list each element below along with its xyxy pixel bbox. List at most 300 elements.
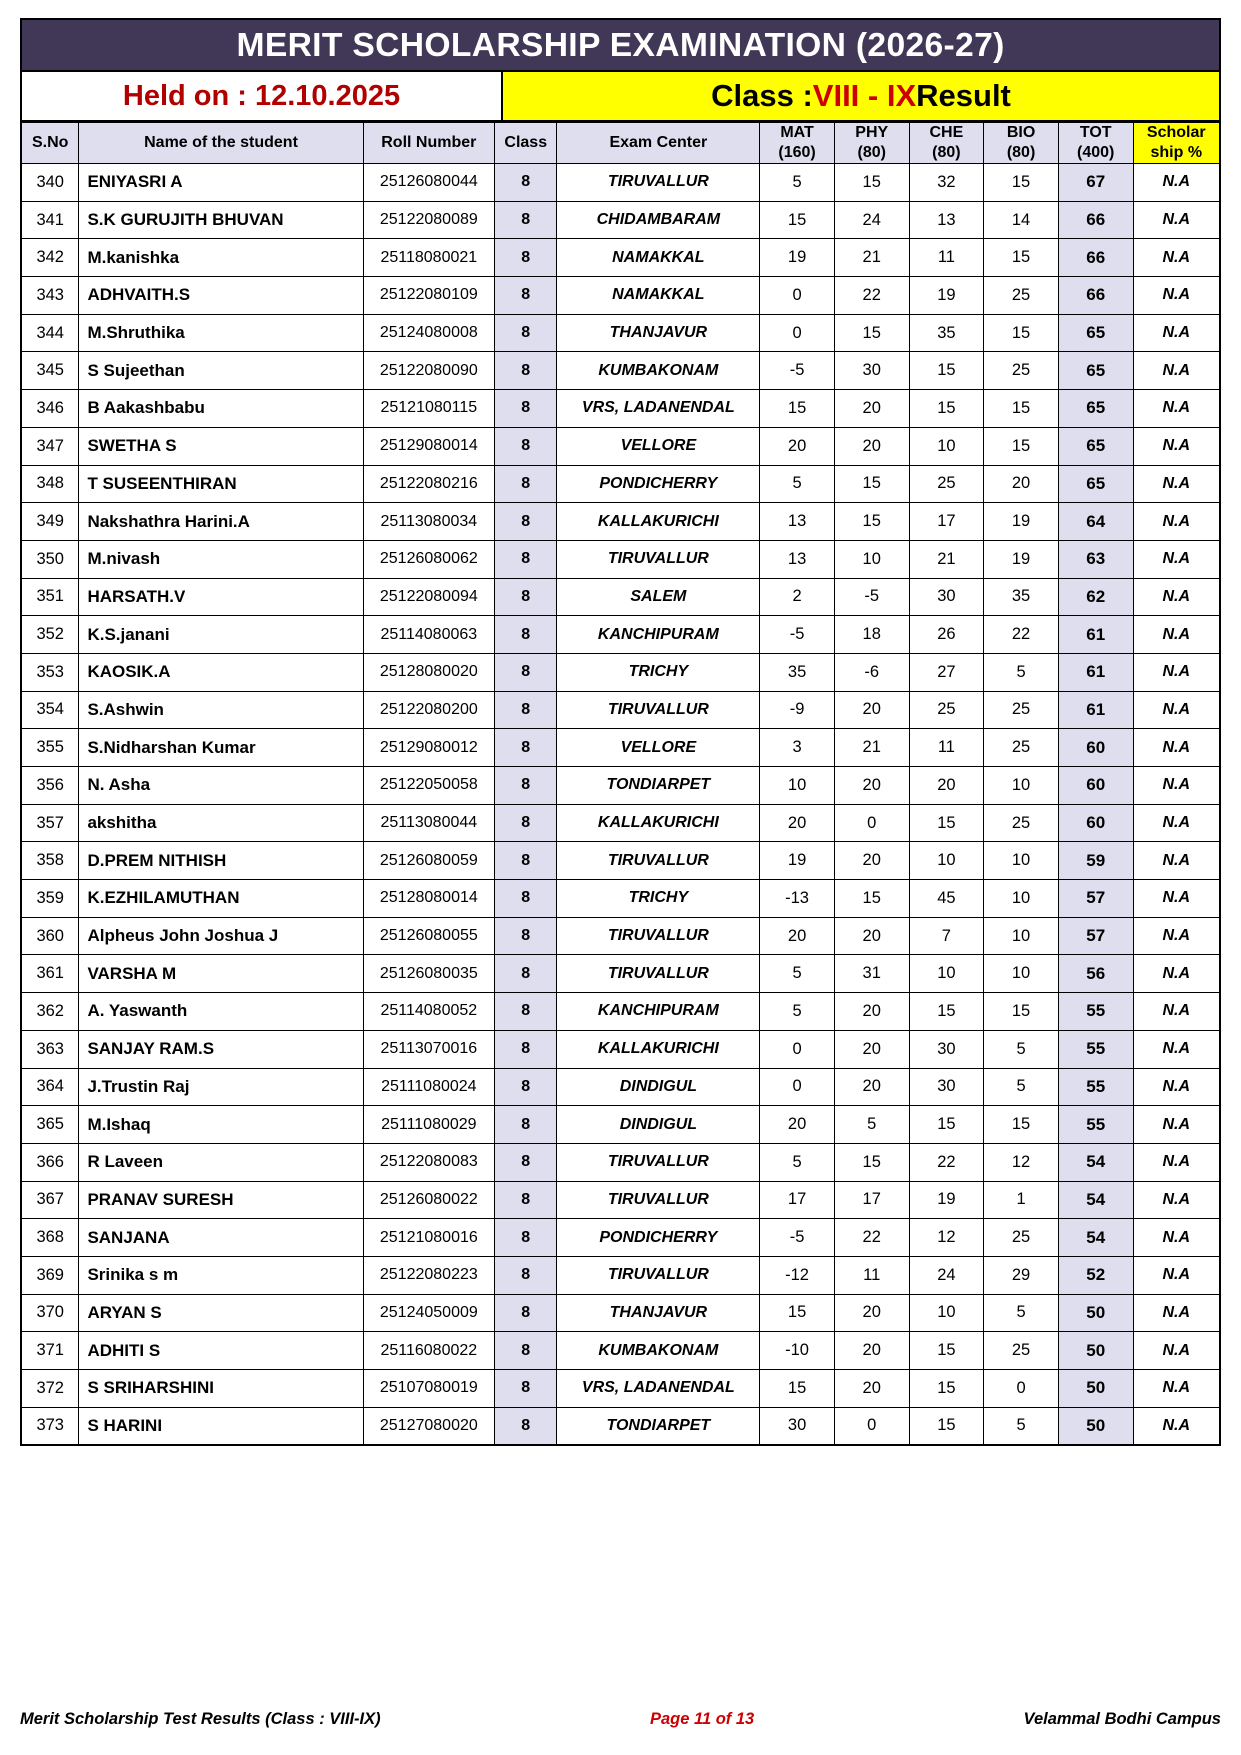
mark-mat: 19 bbox=[760, 239, 835, 277]
student-roll-number: 25126080044 bbox=[363, 164, 494, 202]
student-name: KAOSIK.A bbox=[79, 653, 363, 691]
student-class: 8 bbox=[495, 691, 557, 729]
mark-phy: 15 bbox=[834, 1143, 909, 1181]
mark-bio: 5 bbox=[984, 1068, 1059, 1106]
student-serial-number: 354 bbox=[21, 691, 79, 729]
student-class: 8 bbox=[495, 314, 557, 352]
scholarship-percent: N.A bbox=[1133, 804, 1220, 842]
col-header-phy bbox=[834, 123, 909, 164]
mark-phy: 17 bbox=[834, 1181, 909, 1219]
exam-center: TRICHY bbox=[557, 653, 760, 691]
mark-mat: -5 bbox=[760, 616, 835, 654]
exam-center: TIRUVALLUR bbox=[557, 164, 760, 202]
student-roll-number: 25124080008 bbox=[363, 314, 494, 352]
col-header-che-max: (80) bbox=[932, 144, 961, 161]
exam-center: KANCHIPURAM bbox=[557, 616, 760, 654]
mark-mat: 30 bbox=[760, 1407, 835, 1445]
student-class: 8 bbox=[495, 616, 557, 654]
col-header-mat-label: MAT bbox=[780, 124, 814, 141]
mark-bio: 25 bbox=[984, 729, 1059, 767]
mark-phy: 20 bbox=[834, 1332, 909, 1370]
mark-mat: -5 bbox=[760, 1219, 835, 1257]
student-roll-number: 25107080019 bbox=[363, 1370, 494, 1408]
table-row bbox=[21, 1030, 1220, 1068]
mark-total: 55 bbox=[1058, 1030, 1133, 1068]
student-serial-number: 371 bbox=[21, 1332, 79, 1370]
mark-che: 15 bbox=[909, 1106, 984, 1144]
class-label-suffix: Result bbox=[916, 78, 1011, 113]
student-serial-number: 350 bbox=[21, 540, 79, 578]
student-name: M.nivash bbox=[79, 540, 363, 578]
mark-phy: 20 bbox=[834, 842, 909, 880]
mark-che: 10 bbox=[909, 955, 984, 993]
student-name: M.Shruthika bbox=[79, 314, 363, 352]
mark-che: 12 bbox=[909, 1219, 984, 1257]
student-serial-number: 353 bbox=[21, 653, 79, 691]
mark-mat: 3 bbox=[760, 729, 835, 767]
mark-mat: 0 bbox=[760, 1030, 835, 1068]
mark-mat: 10 bbox=[760, 767, 835, 805]
mark-phy: 20 bbox=[834, 767, 909, 805]
student-name: B Aakashbabu bbox=[79, 390, 363, 428]
student-class: 8 bbox=[495, 1256, 557, 1294]
scholarship-percent: N.A bbox=[1133, 164, 1220, 202]
held-on-cell bbox=[22, 72, 503, 120]
exam-center: TIRUVALLUR bbox=[557, 955, 760, 993]
student-class: 8 bbox=[495, 503, 557, 541]
mark-phy: 18 bbox=[834, 616, 909, 654]
exam-center: KUMBAKONAM bbox=[557, 1332, 760, 1370]
mark-bio: 19 bbox=[984, 503, 1059, 541]
mark-phy: 15 bbox=[834, 164, 909, 202]
mark-total: 54 bbox=[1058, 1143, 1133, 1181]
scholarship-percent: N.A bbox=[1133, 314, 1220, 352]
mark-bio: 25 bbox=[984, 804, 1059, 842]
scholarship-percent: N.A bbox=[1133, 1181, 1220, 1219]
mark-phy: 22 bbox=[834, 1219, 909, 1257]
table-row bbox=[21, 767, 1220, 805]
scholarship-percent: N.A bbox=[1133, 729, 1220, 767]
mark-che: 20 bbox=[909, 767, 984, 805]
mark-phy: 21 bbox=[834, 729, 909, 767]
mark-che: 11 bbox=[909, 729, 984, 767]
student-roll-number: 25126080022 bbox=[363, 1181, 494, 1219]
mark-phy: 15 bbox=[834, 880, 909, 918]
mark-phy: 20 bbox=[834, 691, 909, 729]
student-roll-number: 25122080089 bbox=[363, 201, 494, 239]
scholarship-percent: N.A bbox=[1133, 917, 1220, 955]
student-serial-number: 372 bbox=[21, 1370, 79, 1408]
mark-phy: 11 bbox=[834, 1256, 909, 1294]
mark-che: 30 bbox=[909, 578, 984, 616]
exam-center: TRICHY bbox=[557, 880, 760, 918]
mark-phy: 20 bbox=[834, 390, 909, 428]
mark-mat: -13 bbox=[760, 880, 835, 918]
table-row bbox=[21, 390, 1220, 428]
table-row bbox=[21, 503, 1220, 541]
exam-center: KALLAKURICHI bbox=[557, 804, 760, 842]
student-class: 8 bbox=[495, 1407, 557, 1445]
student-name: ADHITI S bbox=[79, 1332, 363, 1370]
student-serial-number: 349 bbox=[21, 503, 79, 541]
mark-bio: 22 bbox=[984, 616, 1059, 654]
student-class: 8 bbox=[495, 578, 557, 616]
mark-mat: 15 bbox=[760, 1370, 835, 1408]
student-class: 8 bbox=[495, 427, 557, 465]
mark-phy: 5 bbox=[834, 1106, 909, 1144]
student-roll-number: 25121080115 bbox=[363, 390, 494, 428]
mark-che: 22 bbox=[909, 1143, 984, 1181]
student-serial-number: 362 bbox=[21, 993, 79, 1031]
table-row bbox=[21, 465, 1220, 503]
mark-bio: 0 bbox=[984, 1370, 1059, 1408]
student-class: 8 bbox=[495, 277, 557, 315]
student-roll-number: 25113080034 bbox=[363, 503, 494, 541]
col-header-sno: S.No bbox=[21, 123, 79, 164]
student-serial-number: 358 bbox=[21, 842, 79, 880]
table-row bbox=[21, 352, 1220, 390]
scholarship-percent: N.A bbox=[1133, 1332, 1220, 1370]
mark-mat: 13 bbox=[760, 503, 835, 541]
mark-che: 10 bbox=[909, 842, 984, 880]
exam-center: KALLAKURICHI bbox=[557, 503, 760, 541]
mark-che: 10 bbox=[909, 1294, 984, 1332]
mark-total: 54 bbox=[1058, 1181, 1133, 1219]
student-name: SANJANA bbox=[79, 1219, 363, 1257]
mark-bio: 10 bbox=[984, 767, 1059, 805]
exam-center: VRS, LADANENDAL bbox=[557, 1370, 760, 1408]
exam-center: KUMBAKONAM bbox=[557, 352, 760, 390]
exam-center: VELLORE bbox=[557, 729, 760, 767]
student-roll-number: 25122080200 bbox=[363, 691, 494, 729]
col-header-mat bbox=[760, 123, 835, 164]
table-row bbox=[21, 653, 1220, 691]
student-roll-number: 25121080016 bbox=[363, 1219, 494, 1257]
student-roll-number: 25128080020 bbox=[363, 653, 494, 691]
mark-bio: 5 bbox=[984, 1294, 1059, 1332]
mark-che: 19 bbox=[909, 277, 984, 315]
mark-che: 30 bbox=[909, 1068, 984, 1106]
mark-bio: 15 bbox=[984, 1106, 1059, 1144]
student-class: 8 bbox=[495, 239, 557, 277]
mark-phy: 20 bbox=[834, 1030, 909, 1068]
mark-mat: 0 bbox=[760, 1068, 835, 1106]
student-class: 8 bbox=[495, 804, 557, 842]
scholarship-percent: N.A bbox=[1133, 1106, 1220, 1144]
table-row bbox=[21, 804, 1220, 842]
mark-bio: 5 bbox=[984, 1030, 1059, 1068]
col-header-che-label: CHE bbox=[929, 124, 964, 141]
mark-bio: 15 bbox=[984, 239, 1059, 277]
table-row bbox=[21, 1068, 1220, 1106]
student-class: 8 bbox=[495, 1068, 557, 1106]
student-roll-number: 25127080020 bbox=[363, 1407, 494, 1445]
table-row bbox=[21, 1219, 1220, 1257]
mark-total: 60 bbox=[1058, 729, 1133, 767]
col-header-scholarship-sub: ship % bbox=[1150, 144, 1203, 161]
scholarship-percent: N.A bbox=[1133, 427, 1220, 465]
scholarship-percent: N.A bbox=[1133, 239, 1220, 277]
student-name: R Laveen bbox=[79, 1143, 363, 1181]
scholarship-percent: N.A bbox=[1133, 1370, 1220, 1408]
mark-mat: -5 bbox=[760, 352, 835, 390]
student-name: N. Asha bbox=[79, 767, 363, 805]
student-serial-number: 365 bbox=[21, 1106, 79, 1144]
col-header-che bbox=[909, 123, 984, 164]
student-serial-number: 342 bbox=[21, 239, 79, 277]
exam-center: KANCHIPURAM bbox=[557, 993, 760, 1031]
mark-phy: 22 bbox=[834, 277, 909, 315]
table-row bbox=[21, 201, 1220, 239]
mark-che: 17 bbox=[909, 503, 984, 541]
mark-che: 24 bbox=[909, 1256, 984, 1294]
mark-phy: 30 bbox=[834, 352, 909, 390]
mark-mat: 5 bbox=[760, 164, 835, 202]
mark-phy: 15 bbox=[834, 465, 909, 503]
mark-che: 21 bbox=[909, 540, 984, 578]
mark-mat: -9 bbox=[760, 691, 835, 729]
mark-mat: 15 bbox=[760, 201, 835, 239]
col-header-bio-max: (80) bbox=[1006, 144, 1036, 161]
table-row bbox=[21, 1370, 1220, 1408]
scholarship-percent: N.A bbox=[1133, 1143, 1220, 1181]
table-row bbox=[21, 880, 1220, 918]
student-serial-number: 351 bbox=[21, 578, 79, 616]
student-class: 8 bbox=[495, 1294, 557, 1332]
mark-total: 50 bbox=[1058, 1332, 1133, 1370]
col-header-class: Class bbox=[495, 123, 557, 164]
student-serial-number: 367 bbox=[21, 1181, 79, 1219]
mark-che: 45 bbox=[909, 880, 984, 918]
scholarship-percent: N.A bbox=[1133, 1068, 1220, 1106]
mark-che: 25 bbox=[909, 691, 984, 729]
mark-bio: 25 bbox=[984, 1332, 1059, 1370]
mark-phy: 20 bbox=[834, 1068, 909, 1106]
mark-total: 65 bbox=[1058, 390, 1133, 428]
mark-total: 50 bbox=[1058, 1294, 1133, 1332]
col-header-tot-max: (400) bbox=[1077, 144, 1115, 161]
student-name: T SUSEENTHIRAN bbox=[79, 465, 363, 503]
student-name: HARSATH.V bbox=[79, 578, 363, 616]
mark-bio: 25 bbox=[984, 1219, 1059, 1257]
col-header-tot bbox=[1058, 123, 1133, 164]
student-serial-number: 347 bbox=[21, 427, 79, 465]
student-name: M.Ishaq bbox=[79, 1106, 363, 1144]
student-roll-number: 25126080055 bbox=[363, 917, 494, 955]
mark-mat: 35 bbox=[760, 653, 835, 691]
exam-center: TIRUVALLUR bbox=[557, 1256, 760, 1294]
mark-total: 57 bbox=[1058, 917, 1133, 955]
mark-total: 50 bbox=[1058, 1407, 1133, 1445]
table-row bbox=[21, 993, 1220, 1031]
class-result-cell bbox=[503, 72, 1219, 120]
student-class: 8 bbox=[495, 917, 557, 955]
student-name: S HARINI bbox=[79, 1407, 363, 1445]
table-row bbox=[21, 239, 1220, 277]
mark-phy: -5 bbox=[834, 578, 909, 616]
exam-center: PONDICHERRY bbox=[557, 1219, 760, 1257]
mark-bio: 1 bbox=[984, 1181, 1059, 1219]
student-name: S.Nidharshan Kumar bbox=[79, 729, 363, 767]
student-roll-number: 25116080022 bbox=[363, 1332, 494, 1370]
mark-che: 15 bbox=[909, 804, 984, 842]
exam-center: DINDIGUL bbox=[557, 1068, 760, 1106]
mark-phy: -6 bbox=[834, 653, 909, 691]
student-roll-number: 25113070016 bbox=[363, 1030, 494, 1068]
sub-header bbox=[20, 72, 1221, 122]
scholarship-percent: N.A bbox=[1133, 993, 1220, 1031]
student-serial-number: 344 bbox=[21, 314, 79, 352]
student-class: 8 bbox=[495, 1181, 557, 1219]
student-roll-number: 25122080223 bbox=[363, 1256, 494, 1294]
mark-che: 10 bbox=[909, 427, 984, 465]
scholarship-percent: N.A bbox=[1133, 1256, 1220, 1294]
col-header-scholarship bbox=[1133, 123, 1220, 164]
table-row bbox=[21, 691, 1220, 729]
scholarship-percent: N.A bbox=[1133, 955, 1220, 993]
student-name: K.EZHILAMUTHAN bbox=[79, 880, 363, 918]
student-class: 8 bbox=[495, 201, 557, 239]
student-name: S.K GURUJITH BHUVAN bbox=[79, 201, 363, 239]
exam-center: NAMAKKAL bbox=[557, 239, 760, 277]
student-serial-number: 361 bbox=[21, 955, 79, 993]
student-name: VARSHA M bbox=[79, 955, 363, 993]
student-roll-number: 25122080109 bbox=[363, 277, 494, 315]
table-row bbox=[21, 540, 1220, 578]
mark-che: 7 bbox=[909, 917, 984, 955]
col-header-exam-center: Exam Center bbox=[557, 123, 760, 164]
student-name: akshitha bbox=[79, 804, 363, 842]
student-roll-number: 25124050009 bbox=[363, 1294, 494, 1332]
mark-phy: 15 bbox=[834, 314, 909, 352]
student-class: 8 bbox=[495, 1030, 557, 1068]
mark-total: 66 bbox=[1058, 239, 1133, 277]
mark-total: 65 bbox=[1058, 314, 1133, 352]
mark-phy: 31 bbox=[834, 955, 909, 993]
exam-center: TIRUVALLUR bbox=[557, 917, 760, 955]
student-name: Srinika s m bbox=[79, 1256, 363, 1294]
table-row bbox=[21, 578, 1220, 616]
student-class: 8 bbox=[495, 540, 557, 578]
page-footer bbox=[20, 1710, 1221, 1729]
mark-total: 60 bbox=[1058, 804, 1133, 842]
student-class: 8 bbox=[495, 653, 557, 691]
student-class: 8 bbox=[495, 767, 557, 805]
student-class: 8 bbox=[495, 352, 557, 390]
student-serial-number: 366 bbox=[21, 1143, 79, 1181]
exam-center: DINDIGUL bbox=[557, 1106, 760, 1144]
student-class: 8 bbox=[495, 955, 557, 993]
mark-mat: 20 bbox=[760, 427, 835, 465]
mark-total: 55 bbox=[1058, 1106, 1133, 1144]
scholarship-percent: N.A bbox=[1133, 540, 1220, 578]
student-serial-number: 368 bbox=[21, 1219, 79, 1257]
student-name: PRANAV SURESH bbox=[79, 1181, 363, 1219]
mark-phy: 10 bbox=[834, 540, 909, 578]
student-name: D.PREM NITHISH bbox=[79, 842, 363, 880]
student-roll-number: 25122080083 bbox=[363, 1143, 494, 1181]
table-row bbox=[21, 1332, 1220, 1370]
mark-bio: 15 bbox=[984, 427, 1059, 465]
mark-che: 35 bbox=[909, 314, 984, 352]
student-serial-number: 356 bbox=[21, 767, 79, 805]
exam-center: TONDIARPET bbox=[557, 1407, 760, 1445]
mark-total: 65 bbox=[1058, 427, 1133, 465]
mark-bio: 15 bbox=[984, 993, 1059, 1031]
table-row bbox=[21, 842, 1220, 880]
mark-che: 27 bbox=[909, 653, 984, 691]
results-table-head bbox=[21, 123, 1220, 164]
student-name: S SRIHARSHINI bbox=[79, 1370, 363, 1408]
mark-total: 62 bbox=[1058, 578, 1133, 616]
mark-che: 11 bbox=[909, 239, 984, 277]
exam-center: TIRUVALLUR bbox=[557, 842, 760, 880]
table-row bbox=[21, 314, 1220, 352]
student-roll-number: 25129080014 bbox=[363, 427, 494, 465]
mark-phy: 21 bbox=[834, 239, 909, 277]
mark-mat: -10 bbox=[760, 1332, 835, 1370]
class-label-value: VIII - IX bbox=[812, 78, 917, 113]
student-name: S Sujeethan bbox=[79, 352, 363, 390]
mark-phy: 20 bbox=[834, 917, 909, 955]
mark-che: 15 bbox=[909, 390, 984, 428]
student-roll-number: 25111080029 bbox=[363, 1106, 494, 1144]
student-roll-number: 25126080062 bbox=[363, 540, 494, 578]
table-row bbox=[21, 1407, 1220, 1445]
mark-total: 61 bbox=[1058, 653, 1133, 691]
exam-center: TIRUVALLUR bbox=[557, 1143, 760, 1181]
mark-total: 52 bbox=[1058, 1256, 1133, 1294]
student-class: 8 bbox=[495, 842, 557, 880]
exam-center: TONDIARPET bbox=[557, 767, 760, 805]
mark-bio: 25 bbox=[984, 277, 1059, 315]
student-name: M.kanishka bbox=[79, 239, 363, 277]
mark-phy: 20 bbox=[834, 1294, 909, 1332]
student-name: Alpheus John Joshua J bbox=[79, 917, 363, 955]
mark-che: 19 bbox=[909, 1181, 984, 1219]
mark-total: 55 bbox=[1058, 993, 1133, 1031]
mark-mat: 2 bbox=[760, 578, 835, 616]
student-name: S.Ashwin bbox=[79, 691, 363, 729]
student-name: ENIYASRI A bbox=[79, 164, 363, 202]
mark-mat: 5 bbox=[760, 993, 835, 1031]
mark-total: 65 bbox=[1058, 352, 1133, 390]
mark-bio: 35 bbox=[984, 578, 1059, 616]
mark-phy: 0 bbox=[834, 804, 909, 842]
table-header-row bbox=[21, 123, 1220, 164]
mark-che: 25 bbox=[909, 465, 984, 503]
mark-mat: 0 bbox=[760, 314, 835, 352]
mark-total: 56 bbox=[1058, 955, 1133, 993]
mark-mat: 15 bbox=[760, 390, 835, 428]
student-serial-number: 348 bbox=[21, 465, 79, 503]
scholarship-percent: N.A bbox=[1133, 1219, 1220, 1257]
mark-mat: 20 bbox=[760, 917, 835, 955]
scholarship-percent: N.A bbox=[1133, 1407, 1220, 1445]
student-roll-number: 25114080052 bbox=[363, 993, 494, 1031]
student-serial-number: 360 bbox=[21, 917, 79, 955]
student-class: 8 bbox=[495, 993, 557, 1031]
table-row bbox=[21, 917, 1220, 955]
student-roll-number: 25122050058 bbox=[363, 767, 494, 805]
table-row bbox=[21, 616, 1220, 654]
exam-center: KALLAKURICHI bbox=[557, 1030, 760, 1068]
col-header-bio bbox=[984, 123, 1059, 164]
col-header-mat-max: (160) bbox=[778, 144, 816, 161]
scholarship-percent: N.A bbox=[1133, 691, 1220, 729]
student-class: 8 bbox=[495, 465, 557, 503]
mark-phy: 20 bbox=[834, 427, 909, 465]
